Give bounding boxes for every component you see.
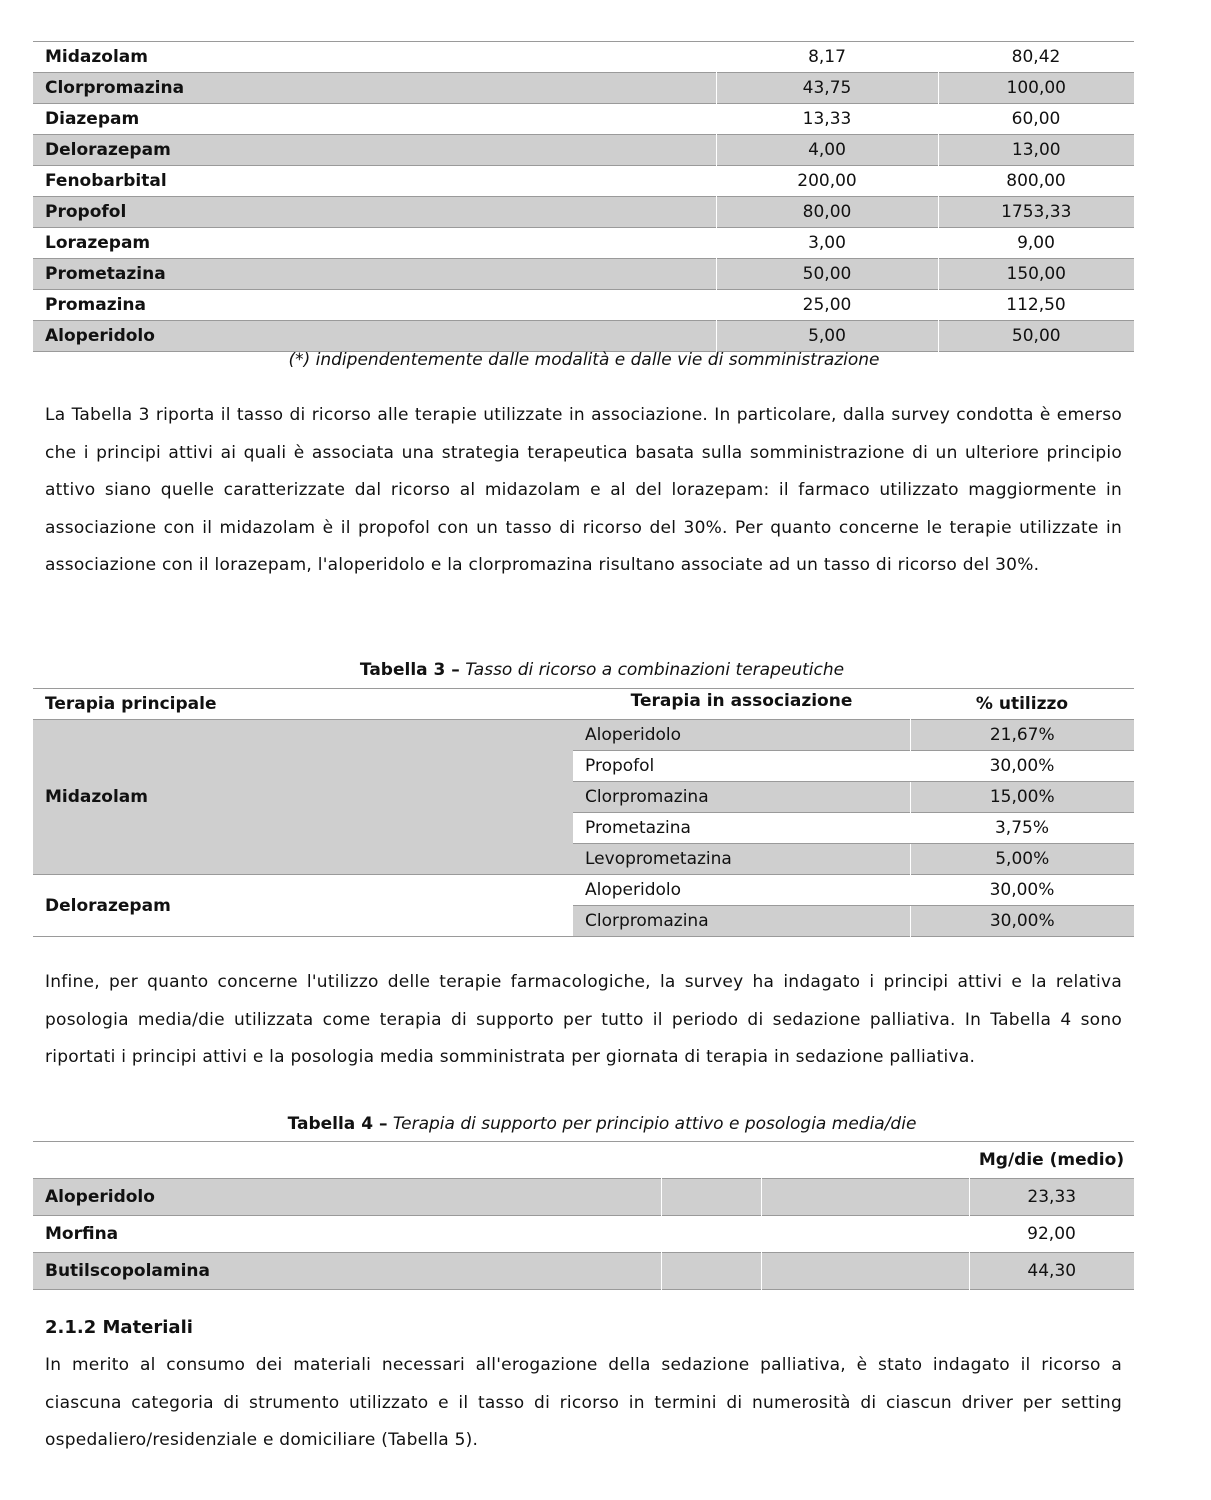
- drug-name: Aloperidolo: [33, 1179, 661, 1216]
- header-pct: % utilizzo: [975, 694, 1069, 714]
- table-caption: [0, 1110, 1204, 1138]
- table-row: [33, 875, 1134, 906]
- dose-value: 23,33: [969, 1179, 1134, 1216]
- drug-name: Fenobarbital: [45, 171, 167, 191]
- caption-label: Tabella 4 –: [287, 1114, 388, 1134]
- drug-name: Diazepam: [45, 109, 140, 129]
- dose-value-1: 43,75: [716, 73, 938, 104]
- support-therapy-table: [33, 1141, 1134, 1290]
- table-row: [33, 290, 1134, 321]
- dose-value-2: 100,00: [938, 73, 1134, 104]
- drug-name: Morfina: [45, 1224, 119, 1244]
- drug-name: Midazolam: [45, 47, 148, 67]
- table-row: [33, 197, 1134, 228]
- body-paragraph: In merito al consumo dei materiali necessari all'erogazione della sedazione palliativa, è stato indagato il ricorso a ciascuna categoria di strumento utilizzato e il tasso di ricorso in termini di numerosità di ciascun driver per setting ospedaliero/residenziale e domiciliare (Tabella 5).: [45, 1355, 1122, 1451]
- dose-value-2: 60,00: [1011, 109, 1061, 129]
- assoc-therapy: Aloperidolo: [573, 875, 910, 906]
- header-row: [33, 689, 1134, 720]
- dose-value-1: 4,00: [716, 135, 938, 166]
- table-row: [33, 228, 1134, 259]
- assoc-therapy: Clorpromazina: [573, 782, 910, 813]
- body-paragraph: Infine, per quanto concerne l'utilizzo delle terapie farmacologiche, la survey ha indagato i principi attivi e la relativa posologia media/die utilizzata come terapia di supporto per tutto il periodo di sedazione palliativa. In Tabella 4 sono riportati i principi attivi e la posologia media somministrata per giornata di terapia in sedazione palliativa.: [45, 972, 1122, 1068]
- dose-value-2: 50,00: [938, 321, 1134, 352]
- drug-name: Lorazepam: [45, 233, 151, 253]
- table-row: [33, 104, 1134, 135]
- assoc-therapy: Aloperidolo: [573, 720, 910, 751]
- table-footnote: (*) indipendentemente dalle modalità e dalle vie di somministrazione: [288, 350, 880, 370]
- dose-value-1: 50,00: [716, 259, 938, 290]
- table-row: [33, 135, 1134, 166]
- drug-name: Prometazina: [33, 259, 716, 290]
- main-therapy: Delorazepam: [33, 875, 573, 937]
- combination-table: [33, 688, 1134, 937]
- table-row: [33, 73, 1134, 104]
- section-title: 2.1.2 Materiali: [45, 1317, 193, 1338]
- caption-title: Terapia di supporto per principio attivo e posologia media/die: [392, 1114, 917, 1134]
- dose-value-1: 3,00: [808, 233, 846, 253]
- usage-pct: 30,00%: [910, 751, 1134, 782]
- table-row: [33, 1179, 1134, 1216]
- dosage-table: [33, 41, 1134, 352]
- drug-name: Propofol: [33, 197, 716, 228]
- assoc-therapy: Propofol: [573, 751, 910, 782]
- drug-name: Promazina: [45, 295, 147, 315]
- table-row: [33, 1216, 1134, 1253]
- dose-value-1: 80,00: [716, 197, 938, 228]
- table-row: [33, 720, 1134, 751]
- dose-value-2: 112,50: [1006, 295, 1066, 315]
- dose-value-2: 150,00: [938, 259, 1134, 290]
- table-row: [33, 1253, 1134, 1290]
- table-row: [33, 259, 1134, 290]
- drug-name: Butilscopolamina: [33, 1253, 661, 1290]
- dose-value-2: 9,00: [1017, 233, 1055, 253]
- assoc-therapy: Prometazina: [573, 813, 910, 844]
- header-main: Terapia principale: [45, 694, 217, 714]
- usage-pct: 5,00%: [910, 844, 1134, 875]
- assoc-therapy: Levoprometazina: [573, 844, 910, 875]
- table-caption: [0, 656, 1204, 684]
- usage-pct: 3,75%: [910, 813, 1134, 844]
- dose-value-1: 8,17: [808, 47, 846, 67]
- caption-label: Tabella 3 –: [359, 660, 460, 680]
- header-row: [33, 1142, 1134, 1179]
- usage-pct: 21,67%: [910, 720, 1134, 751]
- dose-value-1: 200,00: [797, 171, 857, 191]
- usage-pct: 15,00%: [910, 782, 1134, 813]
- dose-value-2: 800,00: [1006, 171, 1066, 191]
- header-assoc: Terapia in associazione: [630, 691, 853, 711]
- dose-value: 92,00: [1027, 1224, 1076, 1244]
- dose-value-2: 1753,33: [938, 197, 1134, 228]
- drug-name: Delorazepam: [33, 135, 716, 166]
- dose-value: 44,30: [969, 1253, 1134, 1290]
- table-row: [33, 166, 1134, 197]
- dose-value-1: 13,33: [802, 109, 852, 129]
- dose-value-2: 80,42: [1011, 47, 1061, 67]
- body-paragraph: La Tabella 3 riporta il tasso di ricorso alle terapie utilizzate in associazione. In particolare, dalla survey condotta è emerso che i principi attivi ai quali è associata una strategia terapeutica basata sulla somministrazione di un ulteriore principio attivo siano quelle caratterizzate dal ricorso al midazolam e al del lorazepam: il farmaco utilizzato maggiormente in associazione con il midazolam è il propofol con un tasso di ricorso del 30%. Per quanto concerne le terapie utilizzate in associazione con il lorazepam, l'aloperidolo e la clorpromazina risultano associate ad un tasso di ricorso del 30%.: [45, 405, 1122, 576]
- usage-pct: 30,00%: [910, 906, 1134, 937]
- usage-pct: 30,00%: [910, 875, 1134, 906]
- dose-value-2: 13,00: [938, 135, 1134, 166]
- dose-value-1: 5,00: [716, 321, 938, 352]
- drug-name: Clorpromazina: [33, 73, 716, 104]
- main-therapy: Midazolam: [33, 720, 573, 875]
- header-dose: Mg/die (medio): [978, 1150, 1125, 1170]
- dose-value-1: 25,00: [802, 295, 852, 315]
- table-row: [33, 42, 1134, 73]
- assoc-therapy: Clorpromazina: [573, 906, 910, 937]
- drug-name: Aloperidolo: [33, 321, 716, 352]
- caption-title: Tasso di ricorso a combinazioni terapeutiche: [465, 660, 845, 680]
